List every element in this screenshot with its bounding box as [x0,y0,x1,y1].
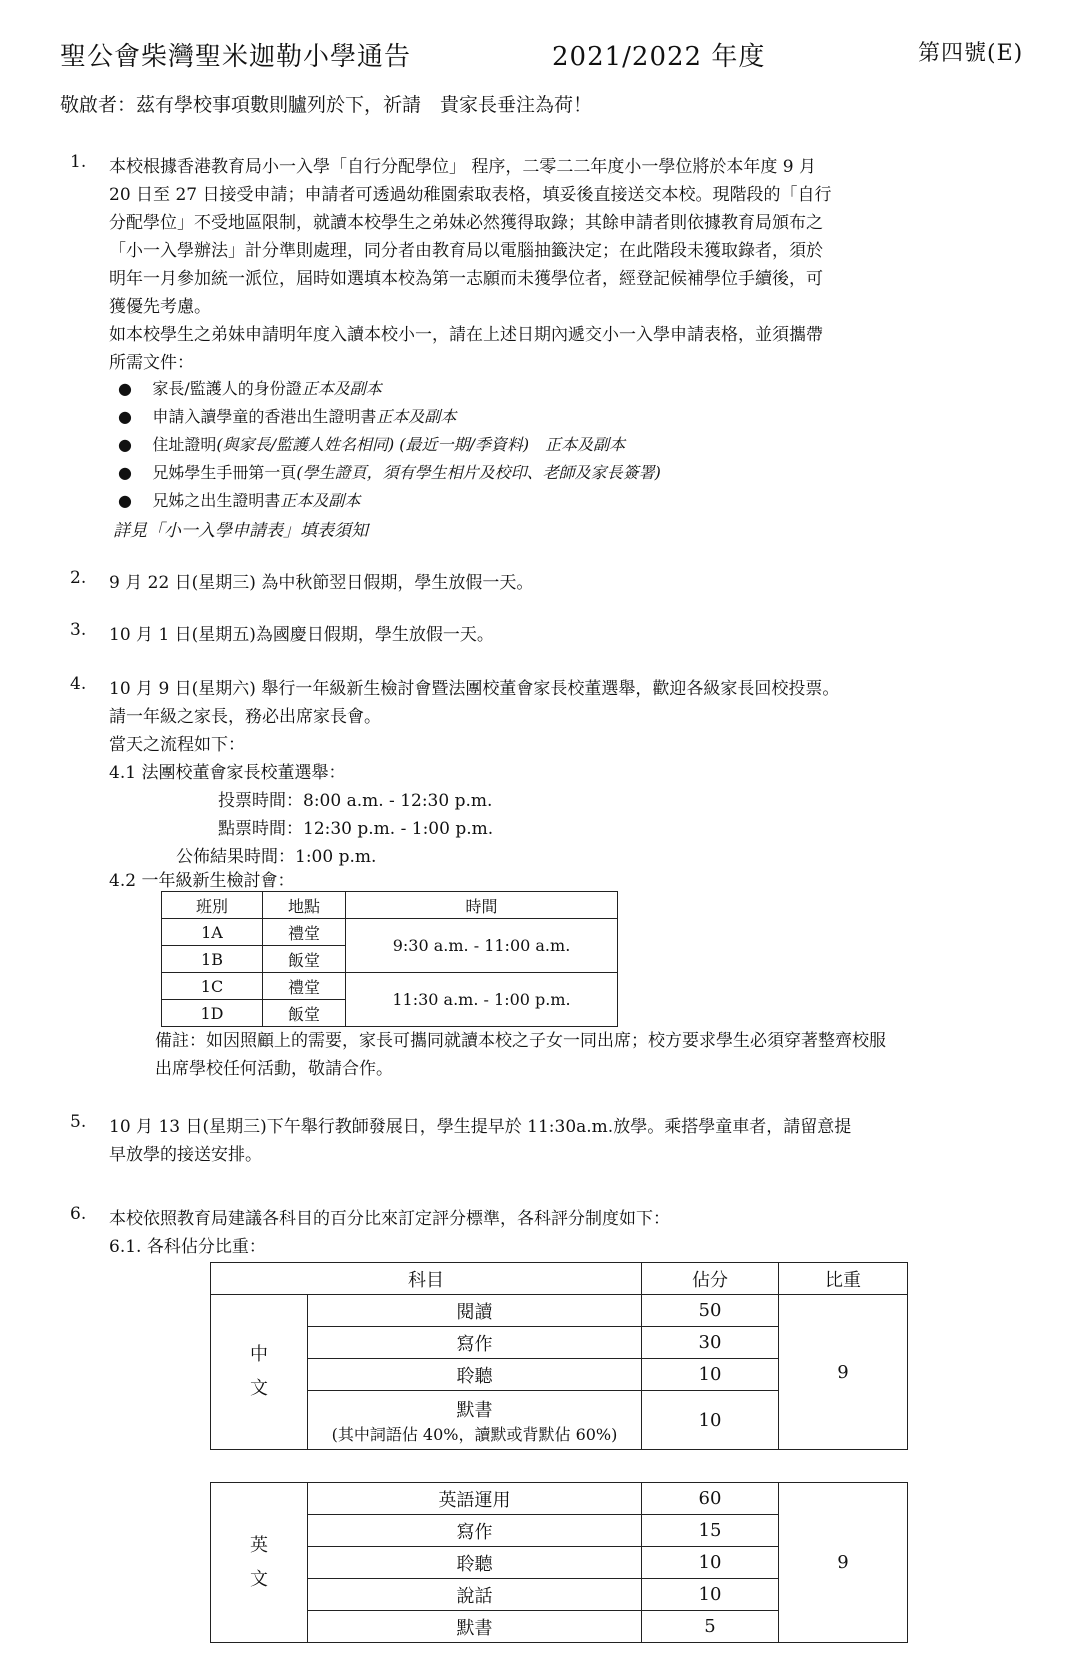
paragraph-line: 所需文件： [109,353,194,373]
column-header: 佔分 [642,1263,779,1295]
document-name: 申請入讀學童的香港出生證明書 [152,407,377,426]
score-cell: 50 [642,1295,779,1327]
component-cell: 聆聽 [308,1359,642,1391]
school-year: 2021/2022 年度 [552,42,766,72]
bullet-item: ● 住址證明(與家長/監護人姓名相同) (最近一期/季資料) 正本及副本 [118,435,626,454]
notice-title: 聖公會柴灣聖米迦勒小學通告 [60,42,412,72]
column-header: 比重 [779,1263,908,1295]
paragraph-line: 明年一月參加統一派位，屆時如選填本校為第一志願而未獲學位者，經登記候補學位手續後，可 [109,269,823,289]
paragraph-line: 9 月 22 日(星期三) 為中秋節翌日假期，學生放假一天。 [109,573,534,593]
component-cell: 閱讀 [308,1295,642,1327]
weight-cell: 9 [779,1483,908,1643]
component-cell [308,1391,642,1450]
subsection-heading: 4.1 法團校董會家長校董選舉： [109,763,346,783]
item-number: 2. [70,568,87,588]
bullet-item: ● 兄姊之出生證明書正本及副本 [118,491,361,510]
document-note: 正本及副本 [301,379,382,398]
document-note: (學生證頁，須有學生相片及校印、老師及家長簽署) [296,463,661,482]
score-cell: 60 [642,1483,779,1515]
remark-line: 出席學校任何活動，敬請合作。 [155,1059,393,1079]
item-number: 6. [70,1204,87,1224]
component-cell: 寫作 [308,1327,642,1359]
paragraph-line: 10 月 13 日(星期三)下午舉行教師發展日，學生提早於 11:30a.m.放學。乘搭學童車者，請留意提 [109,1117,852,1137]
paragraph-line: 如本校學生之弟妹申請明年度入讀本校小一，請在上述日期內遞交小一入學申請表格，並須攜帶 [109,325,823,345]
bullet-item: ● 兄姊學生手冊第一頁(學生證頁，須有學生相片及校印、老師及家長簽署) [118,463,661,482]
document-name: 住址證明 [152,435,217,454]
time-cell: 9:30 a.m. - 11:00 a.m. [346,919,618,973]
document-name: 兄姊之出生證明書 [152,491,281,510]
score-cell: 30 [642,1327,779,1359]
component-cell: 聆聽 [308,1547,642,1579]
venue-cell: 飯堂 [263,946,346,973]
table-row [162,919,618,946]
time-cell: 11:30 a.m. - 1:00 p.m. [346,973,618,1027]
class-cell: 1D [162,1000,263,1027]
paragraph-line: 「小一入學辦法」計分準則處理，同分者由教育局以電腦抽籤決定；在此階段未獲取錄者，須於 [109,241,823,261]
subject-label: 英 文 [211,1483,308,1643]
score-cell: 10 [642,1391,779,1450]
result-time: 公佈結果時間：1:00 p.m. [176,847,377,867]
score-cell: 10 [642,1579,779,1611]
application-footnote: 詳見「小一入學申請表」填表須知 [113,521,368,541]
component-cell: 英語運用 [308,1483,642,1515]
document-name: 家長/監護人的身份證 [152,379,302,398]
column-header: 科目 [211,1263,642,1295]
greeting: 敬啟者：茲有學校事項數則臚列於下，祈請 貴家長垂注為荷！ [60,94,593,116]
paragraph-line: 10 月 9 日(星期六) 舉行一年級新生檢討會暨法團校董會家長校董選舉，歡迎各級家長回校投票。 [109,679,840,699]
component-cell: 默書 [308,1611,642,1643]
table-header-row [162,892,618,919]
subsection-heading: 6.1. 各科佔分比重： [109,1237,266,1257]
document-note: 正本及副本 [280,491,361,510]
column-header: 時間 [346,892,618,919]
subject-label: 中 文 [211,1295,308,1450]
score-cell: 10 [642,1547,779,1579]
item-number: 3. [70,620,87,640]
notice-number: 第四號(E) [918,41,1024,66]
document-note: 正本及副本 [376,407,457,426]
score-cell: 5 [642,1611,779,1643]
component-cell: 寫作 [308,1515,642,1547]
weight-cell: 9 [779,1295,908,1450]
score-cell: 10 [642,1359,779,1391]
bullet-item: ● 申請入讀學童的香港出生證明書正本及副本 [118,407,457,426]
bullet-item: ● 家長/監護人的身份證正本及副本 [118,379,382,398]
voting-time: 投票時間：8:00 a.m. - 12:30 p.m. [218,791,493,811]
paragraph-line: 本校依照教育局建議各科目的百分比來訂定評分標準，各科評分制度如下： [109,1209,670,1229]
dictation-label: 默書 [456,1399,493,1421]
english-weighting-table [210,1482,908,1643]
class-cell: 1C [162,973,263,1000]
remark-line: 備註：如因照顧上的需要，家長可攜同就讀本校之子女一同出席；校方要求學生必須穿著整齊校服 [155,1031,886,1051]
item-number: 5. [70,1112,87,1132]
paragraph-line: 20 日至 27 日接受申請；申請者可透過幼稚園索取表格，填妥後直接送交本校。現階段的「自行 [109,185,832,205]
item-number: 4. [70,674,87,694]
class-cell: 1A [162,919,263,946]
document-name: 兄姊學生手冊第一頁 [152,463,297,482]
paragraph-line: 早放學的接送安排。 [109,1145,262,1165]
review-meeting-table [161,891,618,1027]
venue-cell: 禮堂 [263,919,346,946]
paragraph-line: 當天之流程如下： [109,735,245,755]
column-header: 班別 [162,892,263,919]
paragraph-line: 獲優先考慮。 [109,297,211,317]
subsection-heading: 4.2 一年級新生檢討會： [109,871,295,891]
venue-cell: 飯堂 [263,1000,346,1027]
paragraph-line: 本校根據香港教育局小一入學「自行分配學位」 程序，二零二二年度小一學位將於本年度 9 月 [109,157,817,177]
table-header-row [211,1263,908,1295]
item-number: 1. [70,152,87,172]
counting-time: 點票時間：12:30 p.m. - 1:00 p.m. [218,819,494,839]
column-header: 地點 [263,892,346,919]
class-cell: 1B [162,946,263,973]
table-row [162,973,618,1000]
table-row [211,1483,908,1515]
score-cell: 15 [642,1515,779,1547]
chinese-weighting-table [210,1262,908,1450]
paragraph-line: 分配學位」不受地區限制，就讀本校學生之弟妹必然獲得取錄；其餘申請者則依據教育局頒布之 [109,213,823,233]
paragraph-line: 10 月 1 日(星期五)為國慶日假期，學生放假一天。 [109,625,494,645]
table-row [211,1295,908,1327]
component-cell: 說話 [308,1579,642,1611]
dictation-note: (其中詞語佔 40%，讀默或背默佔 60%) [331,1424,618,1444]
paragraph-line: 請一年級之家長，務必出席家長會。 [109,707,381,727]
document-note: (與家長/監護人姓名相同) (最近一期/季資料) 正本及副本 [216,435,626,454]
venue-cell: 禮堂 [263,973,346,1000]
